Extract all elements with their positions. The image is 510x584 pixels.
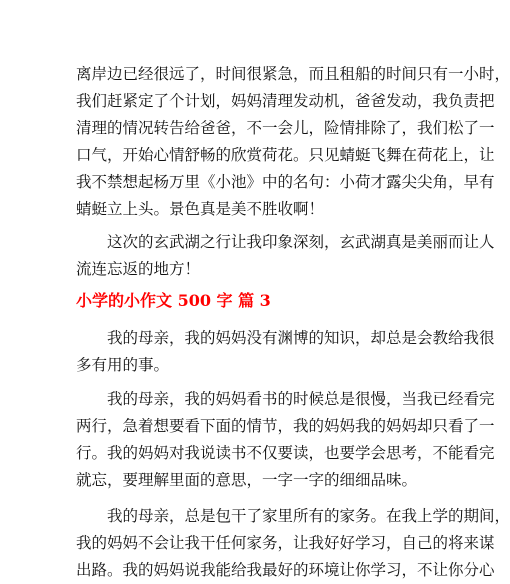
paragraph-3 xyxy=(76,325,495,379)
paragraph-4 xyxy=(76,386,495,494)
text-line: 口气，开始心情舒畅的欣赏荷花。只见蜻蜓飞舞在荷花上，让 xyxy=(76,146,495,164)
paragraph-2 xyxy=(76,229,495,283)
text-line: 清理的情况转告给爸爸，不一会儿，险情排除了，我们松了一 xyxy=(76,119,495,137)
paragraph-5 xyxy=(76,503,510,584)
text-line: 我们赶紧定了个计划，妈妈清理发动机，爸爸发动，我负责把 xyxy=(76,92,495,110)
text-line: 离岸边已经很远了，时间很紧急，而且租船的时间只有一小时， xyxy=(76,65,510,83)
text-line: 行。我的妈妈对我说读书不仅要读，也要学会思考，不能看完 xyxy=(76,444,495,462)
text-line: 我的母亲，总是包干了家里所有的家务。在我上学的期间， xyxy=(76,507,510,525)
text-line: 我不禁想起杨万里《小池》中的名句：小荷才露尖尖角，早有 xyxy=(76,173,495,191)
text-line: 两行，急着想要看下面的情节，我的妈妈我的妈妈却只看了一 xyxy=(76,417,495,435)
text-line: 多有用的事。 xyxy=(76,356,170,374)
text-line: 就忘，要理解里面的意思，一字一字的细细品味。 xyxy=(76,471,418,489)
text-line: 蜻蜓立上头。景色真是美不胜收啊！ xyxy=(76,200,325,218)
text-line: 出路。我的妈妈说我能给我最好的环境让你学习，不让你分心 xyxy=(76,561,495,579)
text-line: 我的母亲，我的妈妈没有渊博的知识，却总是会教给我很 xyxy=(76,329,495,347)
text-line: 我的母亲，我的妈妈看书的时候总是很慢，当我已经看完 xyxy=(76,390,495,408)
section-heading: 小学的小作文 500 字 篇 3 xyxy=(76,291,271,310)
text-line: 流连忘返的地方！ xyxy=(76,260,201,278)
text-line: 这次的玄武湖之行让我印象深刻，玄武湖真是美丽而让人 xyxy=(76,233,495,251)
text-line: 我的妈妈不会让我干任何家务，让我好好学习，自己的将来谋 xyxy=(76,534,495,552)
paragraph-1 xyxy=(76,61,510,223)
